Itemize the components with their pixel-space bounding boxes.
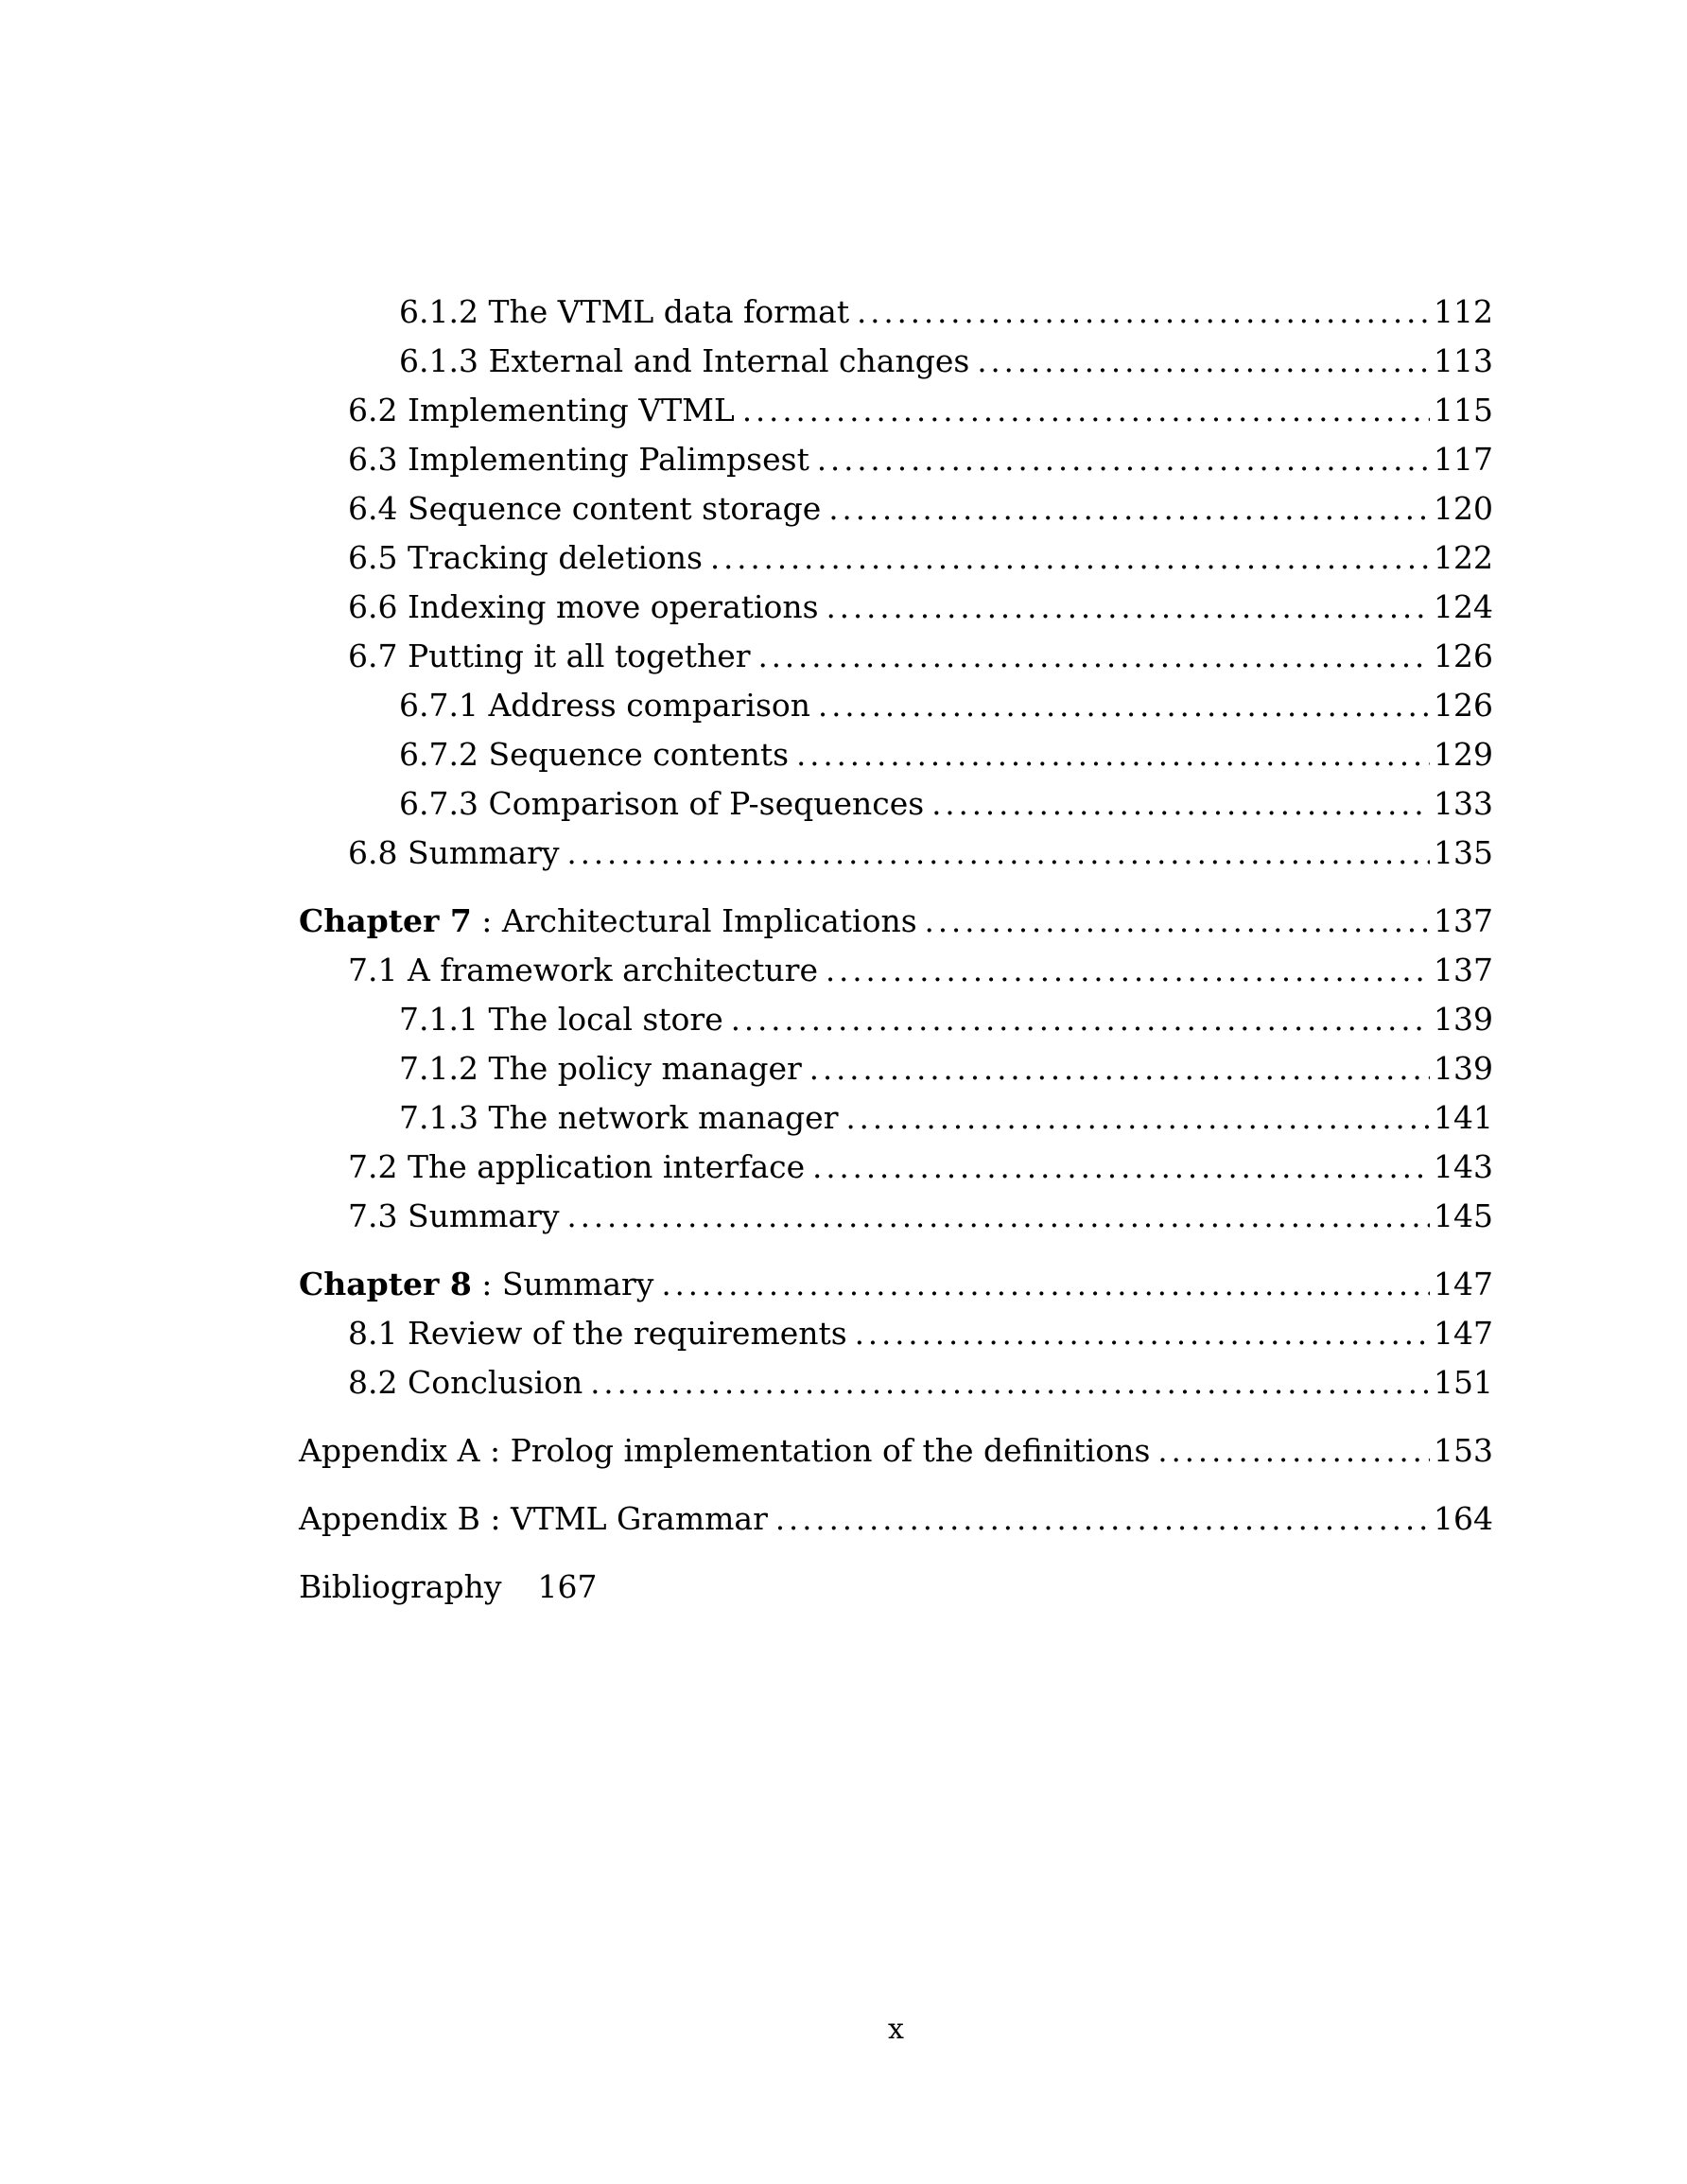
toc-entry — [299, 1358, 1493, 1407]
toc-entry-page-number: 137 — [1434, 952, 1493, 988]
dot-leader — [775, 1494, 1430, 1544]
toc-entry-label — [348, 386, 735, 435]
toc-entry — [299, 1143, 1493, 1192]
toc-entry-text: : Architectural Implications — [471, 902, 917, 939]
toc-entry — [299, 946, 1493, 995]
toc-entry-label — [299, 1260, 653, 1309]
toc-entry-page-number: 129 — [1434, 736, 1493, 773]
toc-entry-page-number: 141 — [1434, 1099, 1493, 1136]
toc-entry-text: 6.5 Tracking deletions — [348, 539, 703, 576]
dot-leader — [710, 533, 1430, 583]
toc-entry-page-number: 117 — [1434, 441, 1493, 478]
toc-entry — [299, 1044, 1493, 1093]
toc-entry — [299, 1309, 1493, 1358]
toc-entry-page-number: 113 — [1434, 342, 1493, 379]
toc-entry-label — [299, 1426, 1150, 1476]
toc-entry-label — [348, 484, 821, 533]
toc-entry — [299, 632, 1493, 681]
toc-entry — [299, 288, 1493, 337]
toc-entry-text: Bibliography — [299, 1568, 502, 1605]
toc-entry — [299, 435, 1493, 484]
toc-entry-page-number: 126 — [1434, 638, 1493, 674]
toc-entry-page-number: 147 — [1434, 1315, 1493, 1352]
toc-entry-label — [399, 995, 723, 1044]
toc-entry-page-number: 139 — [1434, 1050, 1493, 1087]
toc-entry-label — [399, 337, 969, 386]
toc-entry-page-number: 164 — [1434, 1500, 1493, 1537]
toc-entry — [299, 583, 1493, 632]
dot-leader — [590, 1358, 1430, 1407]
dot-leader — [817, 435, 1430, 484]
dot-leader — [758, 632, 1430, 681]
table-of-contents — [299, 288, 1493, 1612]
toc-entry-label — [348, 1192, 560, 1241]
toc-entry-label — [399, 1093, 838, 1143]
toc-entry-text: 6.3 Implementing Palimpsest — [348, 441, 809, 478]
toc-entry — [299, 1563, 1493, 1612]
dot-leader — [1157, 1426, 1430, 1476]
page-footer — [299, 2011, 1493, 2049]
toc-entry — [299, 779, 1493, 829]
toc-entry — [299, 1093, 1493, 1143]
toc-entry-text: 6.2 Implementing VTML — [348, 392, 735, 428]
toc-entry-text: 6.7.1 Address comparison — [399, 687, 811, 724]
toc-entry-page-number: 137 — [1434, 902, 1493, 939]
toc-entry — [299, 995, 1493, 1044]
toc-entry-text: 7.1.1 The local store — [399, 1001, 723, 1038]
toc-entry-text: 6.6 Indexing move operations — [348, 588, 819, 625]
toc-rows — [299, 288, 1493, 1612]
toc-entry-text: 6.4 Sequence content storage — [348, 490, 822, 527]
toc-entry — [299, 829, 1493, 878]
toc-entry-text: 7.3 Summary — [348, 1197, 560, 1234]
dot-leader — [925, 897, 1430, 946]
dot-leader — [977, 337, 1430, 386]
toc-entry-text: 6.8 Summary — [348, 834, 560, 871]
dot-leader — [567, 1192, 1430, 1241]
toc-entry-page-number: 139 — [1434, 1001, 1493, 1038]
dot-leader — [812, 1143, 1430, 1192]
toc-entry-page-number: 126 — [1434, 687, 1493, 724]
toc-entry-page-number: 145 — [1434, 1197, 1493, 1234]
toc-entry-label — [299, 897, 917, 946]
toc-entry-text: 8.1 Review of the requirements — [348, 1315, 847, 1352]
toc-entry-label — [348, 829, 560, 878]
toc-entry-label — [348, 1309, 847, 1358]
toc-entry-label — [348, 435, 809, 484]
toc-entry — [299, 730, 1493, 779]
toc-entry-text: 6.1.2 The VTML data format — [399, 293, 850, 330]
toc-entry-page-number: 147 — [1434, 1266, 1493, 1302]
dot-leader — [828, 484, 1430, 533]
toc-entry — [299, 1260, 1493, 1309]
toc-entry-text: 7.1 A framework architecture — [348, 952, 818, 988]
toc-entry-label — [299, 1494, 768, 1544]
toc-entry — [299, 897, 1493, 946]
dot-leader — [661, 1260, 1430, 1309]
toc-entry-page-number: 122 — [1434, 539, 1493, 576]
toc-entry-label — [348, 946, 818, 995]
toc-entry-text: 6.7.3 Comparison of P-sequences — [399, 785, 925, 822]
toc-entry-text: 6.1.3 External and Internal changes — [399, 342, 970, 379]
toc-entry-page-number: 167 — [537, 1568, 598, 1605]
toc-entry — [299, 386, 1493, 435]
toc-entry-page-number: 112 — [1434, 293, 1493, 330]
toc-entry-page-number: 151 — [1434, 1364, 1493, 1401]
toc-entry — [299, 533, 1493, 583]
toc-entry-label — [399, 779, 924, 829]
toc-entry-label — [348, 1143, 805, 1192]
toc-entry-label — [348, 632, 751, 681]
toc-entry — [299, 1426, 1493, 1476]
dot-leader — [845, 1093, 1430, 1143]
toc-entry-page-number: 153 — [1434, 1432, 1493, 1469]
dot-leader — [731, 995, 1430, 1044]
toc-entry-page-number: 124 — [1434, 588, 1493, 625]
toc-entry-text: 8.2 Conclusion — [348, 1364, 583, 1401]
toc-entry-text: 6.7 Putting it all together — [348, 638, 751, 674]
toc-entry — [299, 337, 1493, 386]
dot-leader — [826, 946, 1430, 995]
toc-entry-label — [399, 730, 789, 779]
dot-leader — [818, 681, 1430, 730]
toc-entry-text: : Summary — [471, 1266, 654, 1302]
toc-entry-page-number: 135 — [1434, 834, 1493, 871]
toc-entry-bold-prefix: Chapter 7 — [299, 902, 472, 939]
dot-leader — [826, 583, 1430, 632]
toc-entry-label — [399, 1044, 802, 1093]
toc-entry — [299, 1192, 1493, 1241]
toc-entry — [299, 681, 1493, 730]
toc-entry-label — [399, 288, 849, 337]
dot-leader — [796, 730, 1430, 779]
toc-entry-text: Appendix B : VTML Grammar — [299, 1500, 768, 1537]
toc-entry-page-number: 143 — [1434, 1148, 1493, 1185]
toc-entry-text: 6.7.2 Sequence contents — [399, 736, 790, 773]
toc-entry-text: 7.2 The application interface — [348, 1148, 806, 1185]
toc-entry-label — [299, 1563, 502, 1612]
toc-entry — [299, 1494, 1493, 1544]
toc-entry-page-number: 133 — [1434, 785, 1493, 822]
dot-leader — [855, 1309, 1430, 1358]
dot-leader — [857, 288, 1430, 337]
toc-entry-text: Appendix A : Prolog implementation of the definitions — [299, 1432, 1151, 1469]
page-number-label: x — [888, 2013, 904, 2046]
toc-entry-page-number: 115 — [1434, 392, 1493, 428]
toc-entry-label — [399, 681, 810, 730]
toc-entry-label — [348, 583, 819, 632]
toc-entry-label — [348, 1358, 583, 1407]
toc-entry-bold-prefix: Chapter 8 — [299, 1266, 472, 1302]
toc-entry-page-number: 120 — [1434, 490, 1493, 527]
dot-leader — [809, 1044, 1430, 1093]
dot-leader — [931, 779, 1430, 829]
toc-entry-text: 7.1.2 The policy manager — [399, 1050, 802, 1087]
toc-entry-text: 7.1.3 The network manager — [399, 1099, 839, 1136]
toc-entry-label — [348, 533, 703, 583]
dot-leader — [742, 386, 1430, 435]
dot-leader — [567, 829, 1430, 878]
toc-entry — [299, 484, 1493, 533]
